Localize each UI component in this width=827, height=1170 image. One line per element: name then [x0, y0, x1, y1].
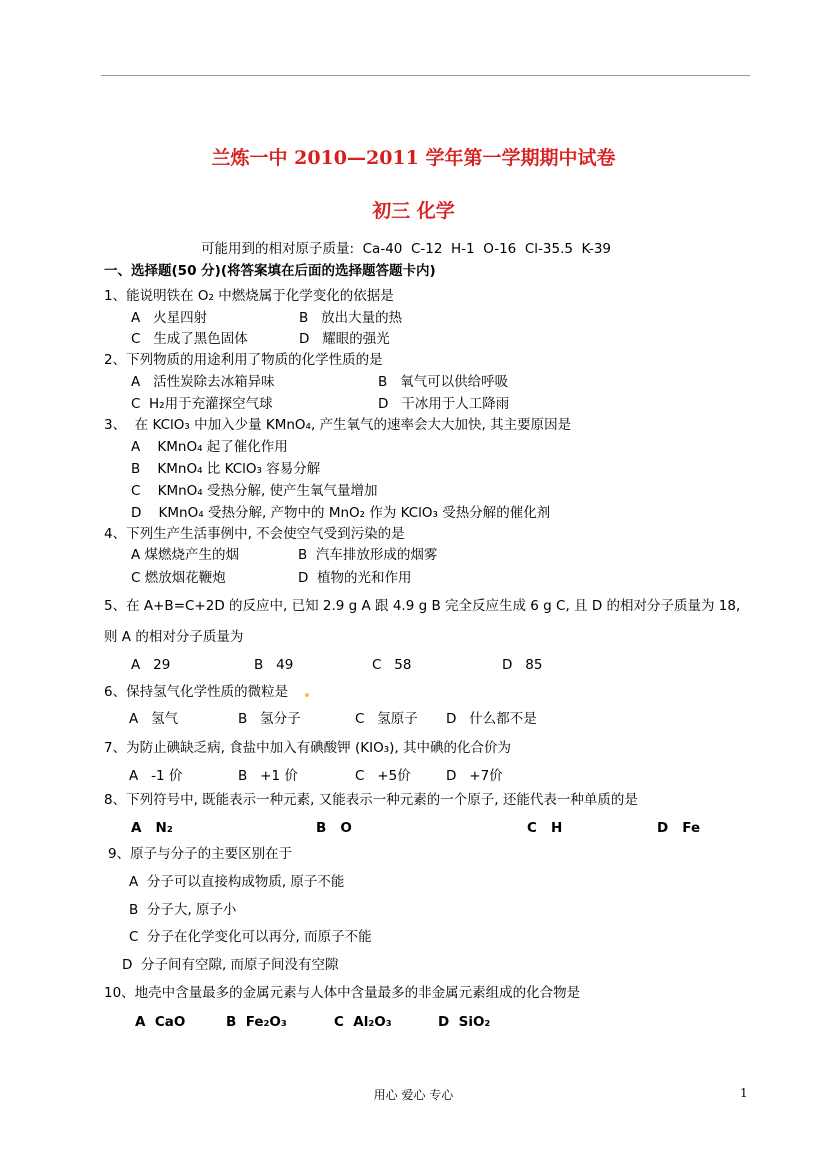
question-4-option-b: B 汽车排放形成的烟雾: [298, 547, 438, 563]
question-5-option-d: D 85: [502, 657, 543, 673]
question-6-option-c: C 氢原子: [355, 711, 418, 727]
question-3-option-d: D KMnO₄ 受热分解, 产物中的 MnO₂ 作为 KClO₃ 受热分解的催化剂: [131, 505, 551, 521]
exam-title: 兰炼一中 2010—2011 学年第一学期期中试卷: [211, 147, 616, 169]
stray-mark: [305, 693, 309, 697]
question-2-option-a: A 活性炭除去冰箱异味: [131, 374, 275, 390]
question-7-option-b: B +1 价: [238, 768, 298, 784]
header-rule: [101, 75, 750, 76]
question-8-stem: 8、下列符号中, 既能表示一种元素, 又能表示一种元素的一个原子, 还能代表一种单质的是: [104, 792, 638, 808]
question-1-option-c: C 生成了黑色固体: [131, 331, 248, 347]
question-1-option-b: B 放出大量的热: [299, 310, 403, 326]
question-10-stem: 10、地壳中含量最多的金属元素与人体中含量最多的非金属元素组成的化合物是: [104, 985, 581, 1001]
question-5-stem: 5、在 A+B=C+2D 的反应中, 已知 2.9 g A 跟 4.9 g B 完全反应生成 6 g C, 且 D 的相对分子质量为 18,: [104, 598, 741, 614]
question-1-option-a: A 火星四射: [131, 310, 208, 326]
question-4-option-a: A 煤燃烧产生的烟: [131, 547, 240, 563]
question-4-option-c: C 燃放烟花鞭炮: [131, 570, 226, 586]
question-1-stem: 1、能说明铁在 O₂ 中燃烧属于化学变化的依据是: [104, 288, 394, 304]
question-2-option-b: B 氧气可以供给呼吸: [378, 374, 509, 390]
question-10-option-a: A CaO: [135, 1014, 186, 1030]
page-number: 1: [740, 1086, 748, 1100]
question-10-option-b: B Fe₂O₃: [226, 1014, 287, 1030]
page-footer: 用心 爱心 专心: [373, 1088, 454, 1102]
exam-subtitle: 初三 化学: [372, 200, 455, 222]
question-6-option-a: A 氢气: [129, 711, 179, 727]
question-3-option-c: C KMnO₄ 受热分解, 使产生氧气量增加: [131, 483, 378, 499]
question-2-option-c: C H₂用于充灌探空气球: [131, 396, 273, 412]
question-6-option-b: B 氢分子: [238, 711, 301, 727]
question-10-option-c: C Al₂O₃: [334, 1014, 392, 1030]
question-7-stem: 7、为防止碘缺乏病, 食盐中加入有碘酸钾 (KIO₃), 其中碘的化合价为: [104, 740, 511, 756]
question-1-option-d: D 耀眼的强光: [299, 331, 390, 347]
question-5-option-b: B 49: [254, 657, 294, 673]
question-7-option-a: A -1 价: [129, 768, 183, 784]
question-5-option-c: C 58: [372, 657, 412, 673]
question-8-option-b: B O: [316, 820, 352, 836]
question-7-option-c: C +5价: [355, 768, 411, 784]
question-10-option-d: D SiO₂: [438, 1014, 491, 1030]
question-8-option-c: C H: [527, 820, 563, 836]
question-2-option-d: D 干冰用于人工降雨: [378, 396, 510, 412]
question-9-stem: 9、原子与分子的主要区别在于: [108, 846, 293, 862]
question-3-stem: 3、 在 KClO₃ 中加入少量 KMnO₄, 产生氧气的速率会大大加快, 其主要原因是: [104, 417, 572, 433]
question-4-option-d: D 植物的光和作用: [298, 570, 412, 586]
question-9-option-b: B 分子大, 原子小: [129, 902, 237, 918]
question-9-option-a: A 分子可以直接构成物质, 原子不能: [129, 874, 345, 890]
question-5-option-a: A 29: [131, 657, 171, 673]
question-6-option-d: D 什么都不是: [446, 711, 537, 727]
question-5-stem-continued: 则 A 的相对分子质量为: [104, 629, 244, 645]
question-9-option-d: D 分子间有空隙, 而原子间没有空隙: [122, 957, 339, 973]
section-heading: 一、选择题(50 分)(将答案填在后面的选择题答题卡内): [104, 263, 436, 279]
question-8-option-a: A N₂: [131, 820, 173, 836]
question-7-option-d: D +7价: [446, 768, 503, 784]
question-8-option-d: D Fe: [657, 820, 701, 836]
question-2-stem: 2、下列物质的用途利用了物质的化学性质的是: [104, 352, 383, 368]
question-9-option-c: C 分子在化学变化可以再分, 而原子不能: [129, 929, 372, 945]
question-3-option-b: B KMnO₄ 比 KClO₃ 容易分解: [131, 461, 321, 477]
question-4-stem: 4、下列生产生活事例中, 不会使空气受到污染的是: [104, 526, 405, 542]
question-3-option-a: A KMnO₄ 起了催化作用: [131, 439, 288, 455]
question-6-stem: 6、保持氢气化学性质的微粒是: [104, 684, 289, 700]
atomic-masses: 可能用到的相对原子质量: Ca-40 C-12 H-1 O-16 Cl-35.5 K-39: [201, 241, 612, 257]
